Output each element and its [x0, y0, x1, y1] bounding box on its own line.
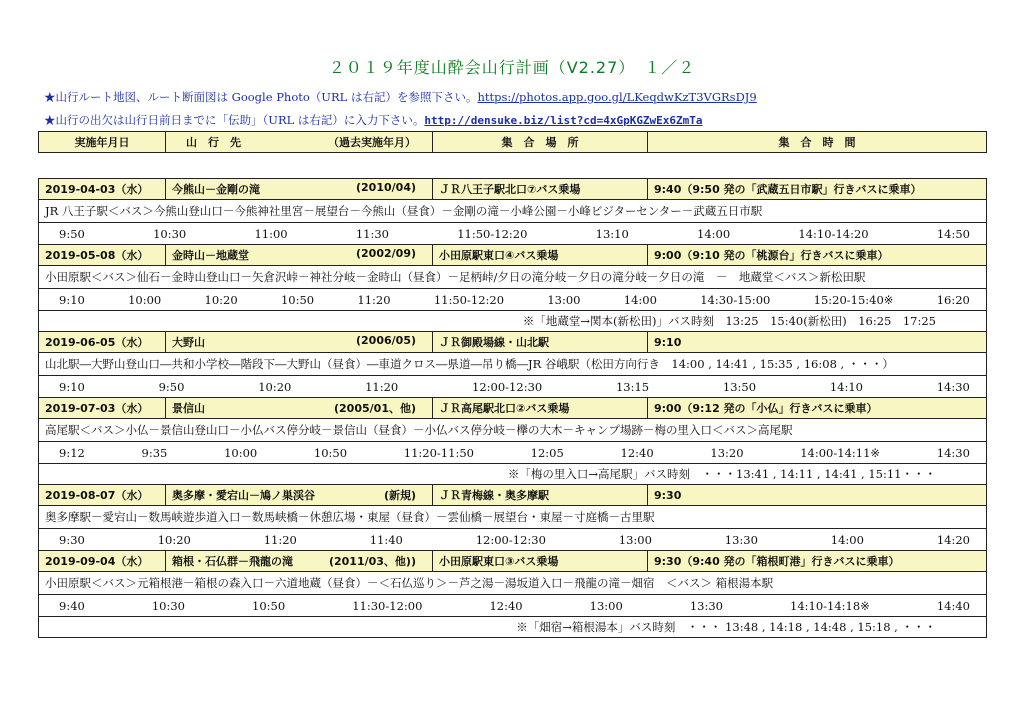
trip-times-row: [39, 442, 987, 464]
trip-time-point: 12:05: [530, 445, 564, 460]
trip-time-point: 15:20-15:40※: [813, 292, 894, 307]
trip-time: 9:30（9:40 発の「箱根町港」行きバスに乗車）: [648, 551, 987, 572]
trip-time-point: 10:50: [252, 598, 286, 613]
trip-times-row: [39, 223, 987, 245]
trip-route: 奥多摩駅－愛宕山－数馬峡遊歩道入口－数馬峡橋－休憩広場・東屋（昼食）－雲仙橋－展望台・東屋－寸庭橋－古里駅: [39, 506, 987, 529]
trip-time-point: 13:00: [547, 292, 581, 307]
trip-date: 2019-07-03（水）: [39, 398, 166, 419]
trip-route: JR 八王子駅＜バス＞今熊山登山口－今熊神社里宮－展望台－今熊山（昼食）－金剛の滝－小峰公園－小峰ビジターセンター－武蔵五日市駅: [39, 200, 987, 223]
trip-time-point: 13:15: [615, 379, 650, 394]
trip-time: 9:40（9:50 発の「武蔵五日市駅」行きバスに乗車）: [648, 179, 987, 200]
trip-time-point: 14:00: [697, 226, 731, 241]
trip-header-row: [39, 179, 987, 200]
trip-time-point: 9:50: [59, 226, 85, 241]
trip-bus-note: ※「梅の里入口→高尾駅」バス時刻 ・・・13:41 , 14:11 , 14:41 , 15:11・・・: [39, 464, 987, 485]
trip-time-point: 10:00: [224, 445, 258, 460]
trip-time-point: 14:40: [936, 598, 970, 613]
trip-times-row: [39, 595, 987, 617]
trip-times: [39, 223, 987, 245]
trip-time-point: 10:50: [280, 292, 315, 307]
trip-time-point: 10:20: [204, 292, 238, 307]
trip-time-point: 10:00: [128, 292, 162, 307]
trip-dest: 箱根・石仏群－飛龍の滝: [172, 555, 293, 568]
trip-time-point: 11:20: [263, 532, 297, 547]
trip-time: 9:30: [648, 485, 987, 506]
trip-bus-note: ※「畑宿→箱根湯本」バス時刻 ・・・ 13:48 , 14:18 , 14:48 , 15:18 , ・・・: [39, 617, 987, 638]
trip-dest-cell: [166, 485, 433, 506]
trip-time-point: 10:20: [157, 532, 191, 547]
trip-date: 2019-09-04（水）: [39, 551, 166, 572]
trip-time-point: 12:40: [620, 445, 654, 460]
trip-place: ＪＲ八王子駅北口⑦バス乗場: [433, 179, 648, 200]
photo-link[interactable]: https://photos.app.goo.gl/LKeqdwKzT3VGRsDJ9: [477, 90, 757, 104]
trip-time-point: 14:10-14:20: [798, 226, 869, 241]
trip-time-point: 11:40: [369, 532, 403, 547]
trip-time-point: 11:50-12:20: [433, 292, 505, 307]
trip-time-point: 11:20: [357, 292, 391, 307]
densuke-link[interactable]: http://densuke.biz/list?cd=4xGpKGZwEx6ZmTa: [424, 114, 703, 127]
trip-route-row: [39, 266, 987, 289]
header-past-label: （過去実施年月）: [328, 136, 416, 149]
trip-time-point: 10:50: [313, 445, 348, 460]
trip-past: (新規): [383, 489, 416, 502]
trip-time-point: 10:20: [258, 379, 292, 394]
trip-time-point: 16:20: [936, 292, 970, 307]
trip-times: [39, 376, 987, 398]
trip-time-point: 13:30: [724, 532, 758, 547]
trip-time-point: 11:30-12:00: [352, 598, 423, 613]
trip-times-row: [39, 289, 987, 311]
trip-time-point: 9:10: [59, 379, 85, 394]
trip-place: ＪＲ高尾駅北口②バス乗場: [433, 398, 648, 419]
trip-time-point: 14:20: [936, 532, 970, 547]
trip-time-point: 13:50: [722, 379, 757, 394]
trip-times: [39, 529, 987, 551]
trip-note-row: [39, 311, 987, 332]
trip-header-row: [39, 332, 987, 353]
trip-route: 小田原駅＜バス＞元箱根港－箱根の森入口－六道地蔵（昼食）－＜石仏巡り＞－芦之湯－湯坂道入口－飛龍の滝－畑宿 ＜バス＞ 箱根湯本駅: [39, 572, 987, 595]
trip-time-point: 13:00: [618, 532, 652, 547]
trip-dest-cell: [166, 332, 433, 353]
trip-time-point: 14:30-15:00: [700, 292, 771, 307]
trip-time: 9:00（9:10 発の「桃源台」行きバスに乗車）: [648, 245, 987, 266]
trip-time-point: 9:12: [59, 445, 85, 460]
trip-past: (2002/09): [356, 247, 416, 260]
densuke-note-text: ★山行の出欠は山行日前日までに「伝助」（URL は右記）に入力下さい。: [44, 113, 425, 127]
trip-time-point: 9:10: [59, 292, 85, 307]
trip-past: (2010/04): [356, 181, 416, 194]
trip-bus-note: ※「地蔵堂→関本(新松田)」バス時刻 13:25 15:40(新松田) 16:25 17:25: [39, 311, 987, 332]
trip-time-point: 14:00-14:11※: [800, 445, 881, 460]
trip-route: 山北駅―大野山登山口―共和小学校―階段下―大野山（昼食）―車道クロス―県道―吊り橋―JR 谷峨駅（松田方向行き 14:00 , 14:41 , 15:35 , 16:08 , ・・・）: [39, 353, 987, 376]
trip-date: 2019-04-03（水）: [39, 179, 166, 200]
trip-route-row: [39, 572, 987, 595]
trip-times: [39, 595, 987, 617]
photo-note: [44, 89, 757, 105]
header-place: 集 合 場 所: [433, 132, 648, 153]
trip-time-point: 14:00: [623, 292, 657, 307]
trip-dest: 今熊山－金剛の滝: [172, 183, 260, 196]
trip-time-point: 11:30: [355, 226, 389, 241]
trip-route-row: [39, 353, 987, 376]
trip-header-row: [39, 398, 987, 419]
trip-time: 9:00（9:12 発の「小仏」行きバスに乗車）: [648, 398, 987, 419]
trip-times-row: [39, 529, 987, 551]
trip-time-point: 13:30: [689, 598, 723, 613]
trip-header-row: [39, 551, 987, 572]
trip-time-point: 12:00-12:30: [475, 532, 546, 547]
trip-note-row: [39, 464, 987, 485]
trip-header-row: [39, 245, 987, 266]
trip-time-point: 11:20-11:50: [403, 445, 474, 460]
trip-time-point: 14:10-14:18※: [790, 598, 870, 613]
trip-route: 小田原駅＜バス＞仙石－金時山登山口－矢倉沢峠－神社分岐－金時山（昼食）－足柄峠/夕日の滝分岐－夕日の滝分岐－夕日の滝 － 地蔵堂＜バス＞新松田駅: [39, 266, 987, 289]
trip-time-point: 10:30: [151, 598, 186, 613]
trip-date: 2019-05-08（水）: [39, 245, 166, 266]
trip-dest-cell: [166, 551, 433, 572]
header-table: [38, 131, 987, 153]
trip-time-point: 11:50-12:20: [457, 226, 528, 241]
trip-time-point: 9:35: [141, 445, 168, 460]
header-date: 実施年月日: [39, 132, 166, 153]
trip-time-point: 13:00: [589, 598, 623, 613]
densuke-note: [44, 112, 703, 128]
trip-time-point: 14:00: [830, 532, 864, 547]
trip-place: 小田原駅東口④バス乗場: [433, 245, 648, 266]
trip-time-point: 9:50: [158, 379, 185, 394]
trip-dest-cell: [166, 245, 433, 266]
trip-time-point: 12:40: [489, 598, 523, 613]
trip-past: (2005/01、他): [334, 402, 416, 415]
trip-past: (2011/03、他)): [328, 555, 416, 568]
trip-time-point: 13:10: [595, 226, 629, 241]
trip-route: 高尾駅＜バス＞小仏－景信山登山口－小仏バス停分岐－景信山（昼食）－小仏バス停分岐－欅の大木－キャンプ場跡－梅の里入口＜バス＞高尾駅: [39, 419, 987, 442]
trip-route-row: [39, 419, 987, 442]
trip-time-point: 10:30: [153, 226, 187, 241]
trip-date: 2019-08-07（水）: [39, 485, 166, 506]
trip-route-row: [39, 506, 987, 529]
trip-times-row: [39, 376, 987, 398]
trip-time-point: 9:30: [59, 532, 85, 547]
trip-dest-cell: [166, 398, 433, 419]
trip-dest: 奥多摩・愛宕山－鳩ノ巣渓谷: [172, 489, 315, 502]
trip-header-row: [39, 485, 987, 506]
trip-time-point: 14:50: [936, 226, 970, 241]
trip-time-point: 9:40: [59, 598, 85, 613]
trip-time: 9:10: [648, 332, 987, 353]
schedule-table: [38, 178, 987, 638]
trip-dest: 景信山: [172, 402, 205, 415]
trip-times: [39, 289, 987, 311]
trip-time-point: 12:00-12:30: [472, 379, 543, 394]
trip-note-row: [39, 617, 987, 638]
trip-dest-cell: [166, 179, 433, 200]
photo-note-text: ★山行ルート地図、ルート断面図は Google Photo（URL は右記）を参照下さい。: [44, 90, 478, 104]
trip-place: ＪＲ御殿場線・山北駅: [433, 332, 648, 353]
trip-time-point: 13:20: [710, 445, 744, 460]
trip-time-point: 14:10: [829, 379, 863, 394]
trip-place: 小田原駅東口③バス乗場: [433, 551, 648, 572]
trip-time-point: 11:00: [254, 226, 288, 241]
header-time: 集 合 時 間: [648, 132, 987, 153]
trip-dest: 金時山－地蔵堂: [172, 249, 249, 262]
trip-route-row: [39, 200, 987, 223]
header-dest: [166, 132, 433, 153]
trip-times: [39, 442, 987, 464]
trip-date: 2019-06-05（水）: [39, 332, 166, 353]
header-dest-label: 山 行 先: [186, 136, 241, 149]
trip-time-point: 14:30: [936, 445, 970, 460]
trip-dest: 大野山: [172, 336, 205, 349]
trip-place: ＪＲ青梅線・奥多摩駅: [433, 485, 648, 506]
trip-past: (2006/05): [356, 334, 416, 347]
trip-time-point: 14:30: [936, 379, 970, 394]
page-title: ２０１９年度山酔会山行計画（V2.27） １／２: [328, 58, 696, 77]
trip-time-point: 11:20: [365, 379, 399, 394]
